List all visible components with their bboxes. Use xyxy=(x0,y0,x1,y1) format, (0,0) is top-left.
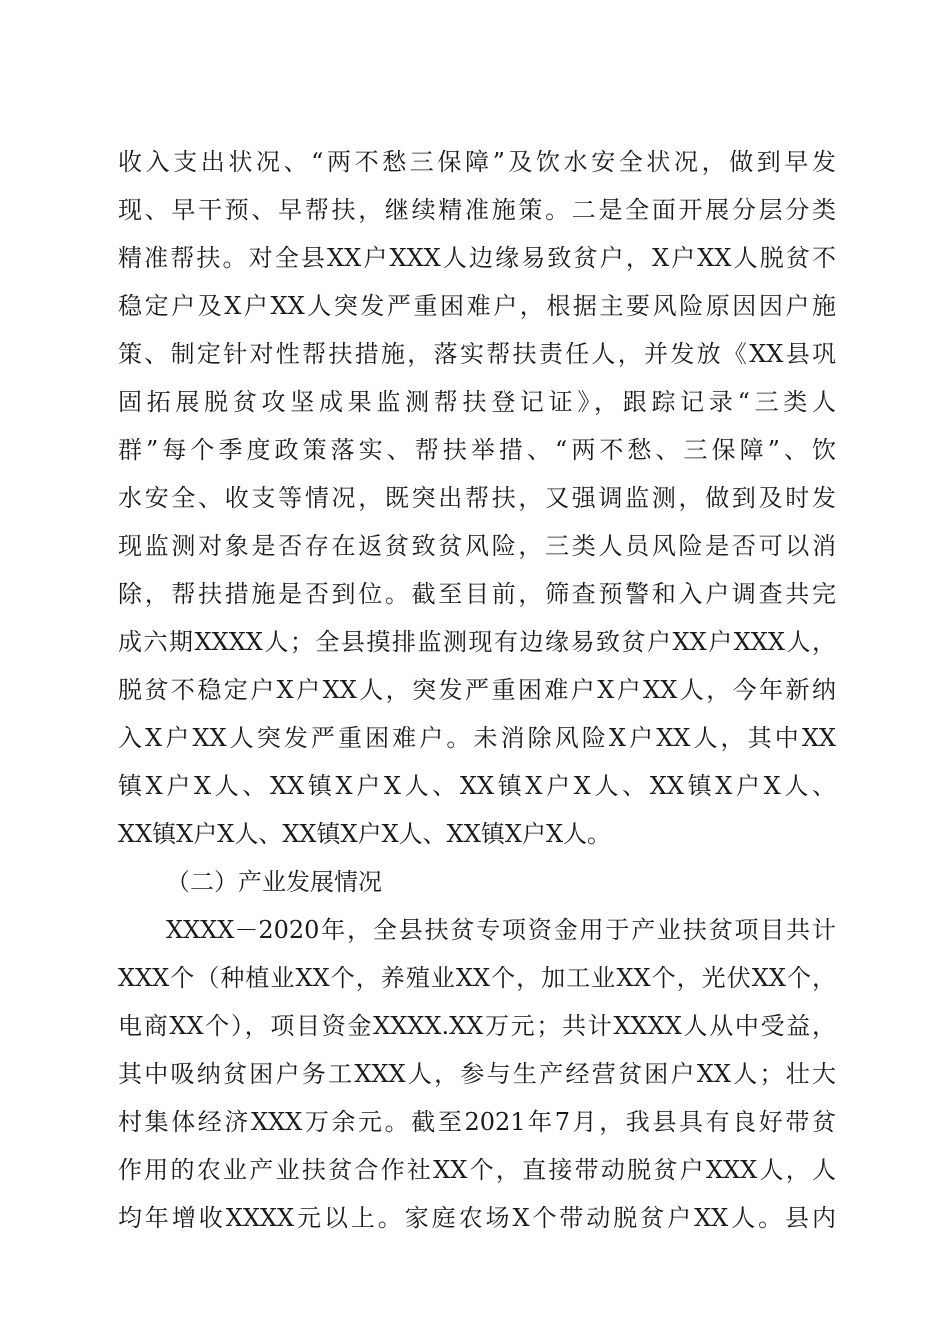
body-text-line: 脱贫不稳定户X户XX人，突发严重困难户X户XX人，今年新纳 xyxy=(118,676,836,704)
body-text-line: 群”每个季度政策落实、帮扶举措、“两不愁、三保障”、饮 xyxy=(118,436,836,464)
section-heading: （二）产业发展情况 xyxy=(166,868,382,896)
body-text-line: 除，帮扶措施是否到位。截至目前，筛查预警和入户调查共完 xyxy=(118,580,836,608)
body-text-line: 镇X户X人、XX镇X户X人、XX镇X户X人、XX镇X户X人、 xyxy=(118,772,836,800)
body-text-line: 策、制定针对性帮扶措施，落实帮扶责任人，并发放《XX县巩 xyxy=(118,340,836,368)
body-text-line: 水安全、收支等情况，既突出帮扶，又强调监测，做到及时发 xyxy=(118,484,836,512)
body-text-line: XXX个（种植业XX个，养殖业XX个，加工业XX个，光伏XX个， xyxy=(118,964,836,992)
body-text-line: 作用的农业产业扶贫合作社XX个，直接带动脱贫户XXX人，人 xyxy=(118,1156,836,1184)
body-text-line: 固拓展脱贫攻坚成果监测帮扶登记证》，跟踪记录“三类人 xyxy=(118,388,836,416)
body-text-line: XX镇X户X人、XX镇X户X人、XX镇X户X人。 xyxy=(118,820,612,848)
body-text-line: 精准帮扶。对全县XX户XXX人边缘易致贫户，X户XX人脱贫不 xyxy=(118,244,836,272)
body-text-line: 现、早干预、早帮扶，继续精准施策。二是全面开展分层分类 xyxy=(118,196,836,224)
body-text-line: 收入支出状况、“两不愁三保障”及饮水安全状况，做到早发 xyxy=(118,148,836,176)
body-text-line: 现监测对象是否存在返贫致贫风险，三类人员风险是否可以消 xyxy=(118,532,836,560)
body-text-line: 均年增收XXXX元以上。家庭农场X个带动脱贫户XX人。县内 xyxy=(118,1204,836,1232)
body-text-line: 稳定户及X户XX人突发严重困难户，根据主要风险原因因户施 xyxy=(118,292,836,320)
body-text-line: 电商XX个），项目资金XXXX.XX万元；共计XXXX人从中受益， xyxy=(118,1012,836,1040)
body-text-line: 其中吸纳贫困户务工XXX人，参与生产经营贫困户XX人；壮大 xyxy=(118,1060,836,1088)
body-text-line: 入X户XX人突发严重困难户。未消除风险X户XX人，其中XX xyxy=(118,724,836,752)
body-text-line: 村集体经济XXX万余元。截至2021年7月，我县具有良好带贫 xyxy=(118,1108,836,1136)
body-text-line: XXXX－2020年，全县扶贫专项资金用于产业扶贫项目共计 xyxy=(166,916,836,944)
body-text-line: 成六期XXXX人；全县摸排监测现有边缘易致贫户XX户XXX人， xyxy=(118,628,836,656)
